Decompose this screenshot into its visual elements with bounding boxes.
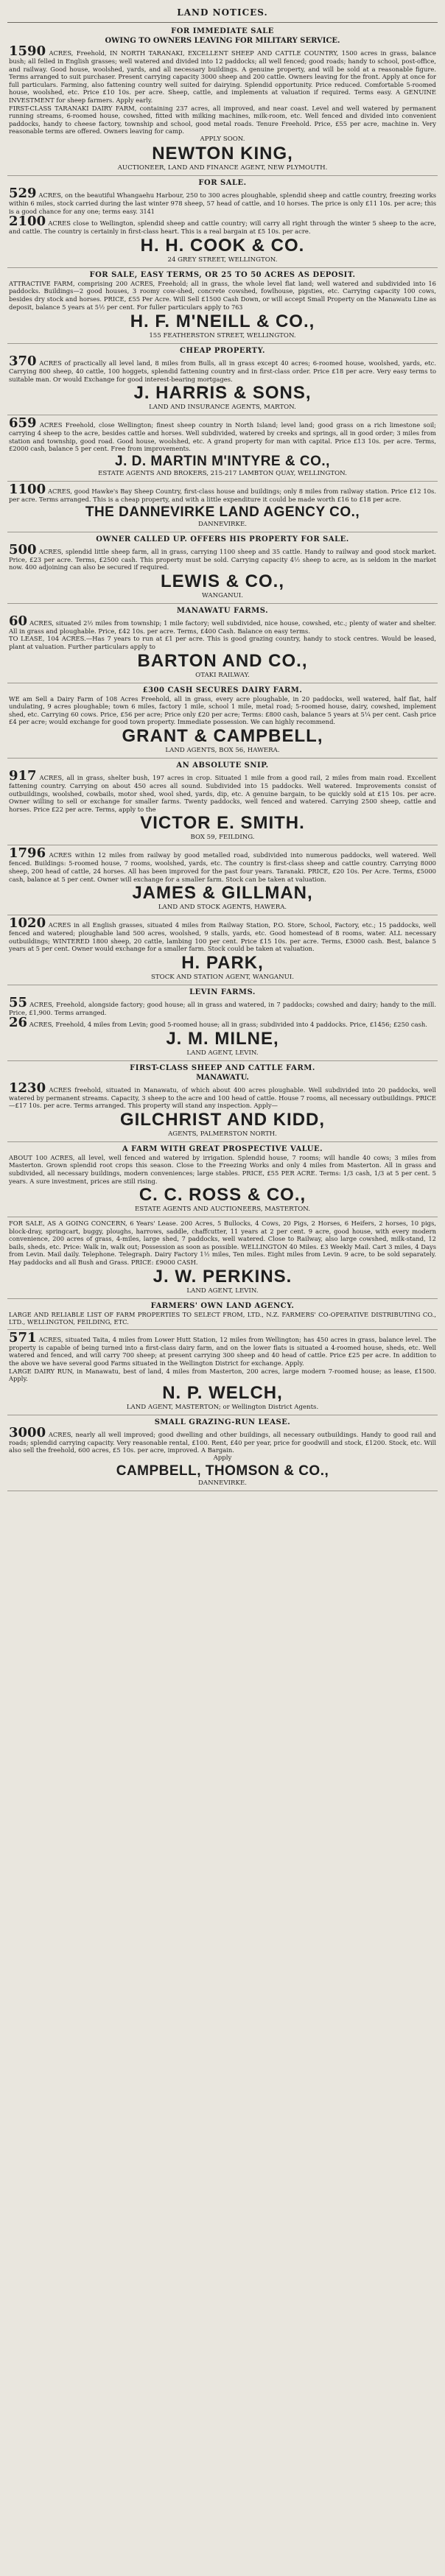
land-notice: [7, 176, 438, 268]
notice-text: ACRES freehold, situated in Manawatu, of which about 400 acres ploughable. Well subdivided into 20 paddocks, well watered by permanent streams. Capacity, 3 sheep to the acre and 100 head of cattle. House 7 rooms, all necessary outbuildings. PRICE—£17 10s. per acre. Terms arranged. This property will stand any inspection. Apply—: [9, 1085, 436, 1110]
land-notice: [7, 415, 438, 482]
notice-body-2: [9, 105, 436, 136]
land-notice: [7, 985, 438, 1061]
notice-caption: A FARM WITH GREAT PROSPECTIVE VALUE.: [122, 1144, 323, 1153]
agent-name: BARTON AND CO.,: [137, 650, 308, 671]
agent-address: ESTATE AGENTS AND BROKERS, 215-217 LAMBTON QUAY, WELLINGTON.: [98, 470, 347, 478]
land-notice: [7, 532, 438, 604]
agent-name: GILCHRIST AND KIDD,: [119, 1109, 326, 1130]
agent-address: DANNEVIRKE.: [198, 1479, 247, 1487]
land-notice: [7, 1142, 438, 1217]
agent-name: CAMPBELL, THOMSON & CO.,: [116, 1463, 329, 1479]
notice-text: ACRES, good Hawke's Bay Sheep Country, first-class house and buildings; only 8 miles from railway station. Price £12 10s. per acre. Terms arranged. This is a cheap property, and with a little expenditure it could be made worth £16 to £18 per acre.: [9, 488, 436, 504]
notice-body: [9, 280, 436, 312]
acreage-lead: 60: [9, 613, 28, 629]
notice-body: [9, 1311, 436, 1326]
notice-text: ACRES, nearly all well improved; good dwelling and other buildings, all necessary outbuildings. Handy to good rail and roads; splendid carrying capacity. Very reasonable rental, £100. Rent, £40 per year, price for goodwill and stock, £1200. Stock, etc. Will also sell the freehold, 600 acres, £5 10s. per acre, improved. A Bargain.: [9, 1430, 436, 1454]
notice-body-2: [9, 216, 436, 236]
notice-text: ACRES, splendid little sheep farm, all in grass, carrying 1100 sheep and 35 cattle. Handy to railway and good stock market. Price, £23 per acre. Terms, £2500 cash. This property must be sold. Carrying capacity 4½ sheep to acre, as is seldom in the market now. 400 adjoining can also be secured if required.: [9, 547, 436, 571]
notice-body: [9, 770, 436, 813]
acreage-lead: 1020: [9, 915, 46, 932]
agent-name: J. W. PERKINS.: [153, 1266, 292, 1287]
agent-name: NEWTON KING,: [152, 143, 293, 163]
land-notice: [7, 24, 438, 176]
land-notice: [7, 604, 438, 683]
land-notice: [7, 1061, 438, 1142]
notice-caption: OWNER CALLED UP. OFFERS HIS PROPERTY FOR SALE.: [96, 535, 349, 543]
notice-subcaption: OWING TO OWNERS LEAVING FOR MILITARY SERVICE.: [105, 37, 340, 45]
page-header: LAND NOTICES.: [177, 7, 268, 18]
agent-name: J. M. MILNE,: [166, 1028, 279, 1049]
notice-text: ACRES, on the beautiful Whangaehu Harbour, 250 to 300 acres ploughable, splendid sheep and cattle country, freezing works within 6 miles, stock carried during the last winter 978 sheep, 57 head of cattle, and 10 horses. The price is only £11 10s. per acre; this is a good chance for any one; terms easy.: [9, 191, 436, 215]
notice-text: ABOUT 100 ACRES, all level, well fenced and watered by irrigation. Splendid house, 7 rooms; will handle 40 cows; 3 miles from Masterton. Grown splendid root crops this season. Close to the Freezing Works and only 4 miles from Masterton. All in grass and subdivided, all necessary buildings, modern conveniences; large stables. PRICE, £55 PER ACRE. Terms: 1/3 cash, 1/3 at 5 per cent. 5 years. A sure investment, prices are still rising.: [9, 1153, 436, 1185]
land-notice: [7, 1299, 438, 1330]
agent-name: J. HARRIS & SONS,: [133, 383, 312, 404]
notice-text: ACRES of practically all level land, 8 miles from Bulls, all in grass except 40 acres; 6-roomed house, woolshed, yards, etc. Carrying 800 sheep, 40 cattle, 100 hoggets, splendid fattening country and in first-class order. Price £18 per acre. Very easy terms to suitable man. Or would Exchange for good interest-bearing mortgages.: [9, 359, 436, 383]
agent-name: LEWIS & CO.,: [161, 571, 284, 591]
notice-body: [9, 1154, 436, 1185]
notice-caption: AN ABSOLUTE SNIP.: [176, 761, 269, 770]
agent-name: H. H. COOK & CO.: [140, 235, 305, 256]
header-rule: [7, 22, 438, 23]
land-notice: [7, 268, 438, 344]
notice-text: ACRES within 12 miles from railway by good metalled road, subdivided into numerous paddocks, well watered. Well fenced. Buildings: 5-roomed house, 7 rooms, woolshed, yards, etc. The country is first-class sheep and cattle country. Carrying 8000 sheep, 200 head of cattle, 24 horses. All has been improved for the past four years. Taranaki. PRICE, £20 10s. Per Acre. Terms, £5000 cash, balance at 5 per cent. Owner will exchange for a smaller farm. Stock can be taken at valuation.: [9, 851, 437, 883]
acreage-lead: 529: [9, 185, 37, 201]
notice-body: [9, 484, 436, 504]
notice-body: [9, 43, 436, 105]
agent-name: VICTOR E. SMITH.: [140, 813, 305, 834]
notice-text: ACRES, situated Taita, 4 miles from Lower Hutt Station, 12 miles from Wellington; has 450 acres in grass, balance level. The property is capable of being turned into a first-class dairy farm, and on the lower flats is situated a 4-roomed house, sheds, etc. Well watered and fenced, and will carry 700 sheep; at present carrying 300 sheep and 40 head of cattle. Price £25 per acre. In addition to the above we have several good Farms situated in the Wellington District for exchange. Apply.: [9, 1335, 436, 1368]
notice-ref: 3141: [139, 208, 155, 215]
notice-caption: LEVIN FARMS.: [189, 988, 256, 996]
agent-address: LAND AGENT, MASTERTON; or Wellington District Agents.: [126, 1403, 319, 1411]
notice-caption: FIRST-CLASS SHEEP AND CATTLE FARM.: [130, 1063, 315, 1072]
notice-body: [9, 1220, 436, 1267]
notice-text: ACRES Freehold, close Wellington; finest sheep country in North Island; level land; good grass on a rich limestone soil; carrying 4 sheep to the acre, besides cattle and horses. Well subdivided, watered by creeks and springs, all in good order; 3 miles from station and township, good road. Good house, woolshed, etc. A grand property for man with capital. Price £13 10s. per acre. Terms, £2000 cash, balance 5 per cent. Free from improvements.: [9, 421, 436, 453]
notice-body: [9, 541, 436, 571]
agent-address: 155 FEATHERSTON STREET, WELLINGTON.: [149, 332, 296, 340]
land-notice: [7, 845, 438, 915]
acreage-lead: 1796: [9, 845, 46, 862]
land-notice: [7, 1330, 438, 1415]
notice-caption: FOR SALE.: [198, 178, 247, 187]
land-notice: [7, 759, 438, 845]
agent-address: LAND AND INSURANCE AGENTS, MARTON.: [149, 404, 296, 412]
notice-body: [9, 695, 436, 726]
land-notice: [7, 915, 438, 985]
acreage-lead: 659: [9, 415, 37, 432]
notice-text-2: ACRES, Freehold, 4 miles from Levin; good 5-roomed house; all in grass; subdivided into 4 paddocks. Price, £1456; £250 cash.: [29, 1020, 427, 1028]
notice-text: ATTRACTIVE FARM, comprising 200 ACRES, Freehold; all in grass, the whole level flat land; well watered and subdivided into 16 paddocks. Buildings—2 good houses, 3 roomy cow-shed, concrete cowshed, fowlhouse, pigsties, etc. Carrying capacity 100 cows, besides dry stock and horses. PRICE, £55 Per Acre. Will Sell £1500 Cash Down, or will accept Small Property on the Manawatu Line as deposit, balance 5 years at 5½ per cent. For fuller particulars apply to: [9, 279, 436, 311]
acreage-lead-2: 26: [9, 1014, 28, 1030]
notice-body: [9, 415, 436, 453]
agent-address: LAND AGENT, LEVIN.: [186, 1049, 259, 1057]
notice-caption: £300 CASH SECURES DAIRY FARM.: [142, 686, 303, 694]
notice-text-2: ACRES close to Wellington, splendid sheep and cattle country; will carry all right through the winter 5 sheep to the acre, and cattle. The country is certainly in first-class heart. This is a real bargain at £5 10s. per acre.: [9, 219, 436, 236]
notice-text-2: TO LEASE, 104 ACRES.—Has 7 years to run at £1 per acre. This is good grazing country, handy to stock centres. Would be leased, plant at valuation. Further particulars apply to: [9, 635, 436, 651]
notice-body-2: [9, 1368, 436, 1383]
agent-name: C. C. ROSS & CO.,: [139, 1185, 306, 1206]
agent-address: LAND AND STOCK AGENTS, HAWERA.: [158, 904, 287, 912]
notice-body-2: [9, 635, 436, 650]
notice-caption: CHEAP PROPERTY.: [180, 347, 265, 356]
notice-body: [9, 915, 436, 953]
agent-name: J. D. MARTIN M'INTYRE & CO.,: [115, 454, 330, 470]
notice-text: LARGE AND RELIABLE LIST OF FARM PROPERTIES TO SELECT FROM, LTD., N.Z. FARMERS' CO-OPERATIVE DISTRIBUTING CO., LTD., WELLINGTON, FEILDING, ETC.: [9, 1310, 436, 1326]
acreage-lead: 3000: [9, 1424, 46, 1440]
notice-body: [9, 994, 436, 1017]
apply-line: APPLY SOON.: [200, 135, 245, 143]
ads-column: [7, 24, 438, 1491]
notice-body: [9, 1329, 436, 1368]
land-notice: [7, 1415, 438, 1491]
acreage-lead: 1590: [9, 43, 46, 59]
agent-address: STOCK AND STATION AGENT, WANGANUI.: [151, 973, 294, 981]
agent-name: H. F. M'NEILL & CO.,: [130, 312, 315, 332]
land-notice: [7, 1217, 438, 1299]
notice-body: [9, 185, 436, 216]
notice-body: [9, 1424, 436, 1454]
acreage-lead: 1100: [9, 482, 46, 498]
notice-ref: 763: [231, 303, 243, 311]
acreage-lead: 370: [9, 353, 37, 370]
notice-body-2: [9, 1014, 436, 1030]
notice-caption: SMALL GRAZING-RUN LEASE.: [154, 1418, 291, 1426]
agent-name: GRANT & CAMPBELL,: [122, 726, 323, 746]
notice-text: ACRES in all English grasses, situated 4 miles from Railway Station, P.O. Store, School, Factory, etc.; 15 paddocks, well fenced and watered; ploughable land 500 acres, woolshed, 9 stalls, yards, etc. Good homestead of 8 rooms, water. ALL necessary outbuildings; WINTERED 1800 sheep, 20 cattle, lambing 100 per cent. Price £15 10s. per acre. Terms, £3000 cash. Best, balance 5 years at 5 per cent. Owner would exchange for a smaller farm. Stock could be taken at valuation.: [9, 921, 436, 953]
agent-name: H. PARK,: [181, 952, 264, 973]
notice-body: [9, 353, 436, 383]
notice-caption: MANAWATU FARMS.: [176, 606, 269, 615]
notice-body: [9, 1080, 436, 1110]
acreage-lead: 571: [9, 1329, 37, 1345]
land-notice: [7, 482, 438, 532]
agent-address: ESTATE AGENTS AND AUCTIONEERS, MASTERTON.: [135, 1206, 310, 1214]
acreage-lead: 917: [9, 768, 37, 784]
notice-text-2: LARGE DAIRY RUN, in Manawatu, best of land, 4 miles from Masterton, 200 acres, large modern 7-roomed house; as lease, £1500. Apply.: [9, 1367, 436, 1383]
agent-address: OTAKI RAILWAY.: [195, 671, 250, 679]
agent-name: N. P. WELCH,: [162, 1382, 283, 1403]
agent-name: THE DANNEVIRKE LAND AGENCY CO.,: [85, 504, 360, 520]
land-notice: [7, 683, 438, 759]
notice-body: [9, 613, 436, 636]
agent-address: WANGANUI.: [201, 591, 244, 599]
notice-text: ACRES, situated 2½ miles from township; 1 mile factory; well subdivided, nice house, cowshed, etc.; plenty of water and shelter. All in grass and ploughable. Price, £42 10s. per acre. Terms, £400 Cash. Balance on easy terms.: [9, 619, 436, 635]
notice-caption: FOR SALE, EASY TERMS, OR 25 TO 50 ACRES AS DEPOSIT.: [89, 270, 356, 279]
agent-address: BOX 59, FEILDING.: [190, 834, 255, 842]
acreage-lead: 55: [9, 994, 28, 1010]
agent-name: JAMES & GILLMAN,: [132, 883, 313, 904]
agent-address: DANNEVIRKE.: [198, 520, 247, 528]
notice-subcaption: MANAWATU.: [196, 1073, 249, 1082]
notice-caption: FARMERS' OWN LAND AGENCY.: [150, 1301, 295, 1310]
notice-text-2: FIRST-CLASS TARANAKI DAIRY FARM, containing 237 acres, all improved, and near coast. Level and well watered by permanent running streams, 6-roomed house, cowshed, fitted with milking machines, milk-room, etc. Well fenced and divided into convenient paddocks, handy to cheese factory, township and school, good metal roads. Tenure Freehold. Price, £55 per acre, machine in. Very reasonable terms are offered. Owners leaving for camp.: [9, 104, 436, 136]
notice-text: FOR SALE, AS A GOING CONCERN, 6 Years' Lease. 200 Acres, 5 Bullocks, 4 Cows, 20 Pigs, 2 Horses, 6 Heifers, 2 horses, 10 pigs, block-dray, springcart, buggy, ploughs, harrows, saddle, chaffcutter, 11 years at 2 per cent. 9 acre, good house, with every modern convenience, 200 acres of grass, 4-miles, large shed, 7 paddocks, well watered. Close to Railway, also large cowshed, milk-stand, 12 bails, sheds, etc. Price: Walk in, walk out; Possession as soon as possible. WELLINGTON 40 Miles. £3 Weekly Mail. Cart 3 miles, 4 Days from Levin. Mail daily. Telephone. Telegraph. Dairy Factory 1½ miles, Ten miles. Eight miles from Levin. 9 acre, to be sold separately. Hay paddocks and all Bush and Grass. PRICE: £9000 CASH.: [9, 1220, 436, 1267]
notice-caption: FOR IMMEDIATE SALE: [171, 27, 274, 35]
agent-address: LAND AGENT, LEVIN.: [186, 1287, 259, 1295]
agent-address: 24 GREY STREET, WELLINGTON.: [167, 256, 278, 264]
agent-address: AUCTIONEER, LAND AND FINANCE AGENT, NEW PLYMOUTH.: [117, 163, 328, 172]
acreage-lead-2: 2100: [9, 214, 46, 230]
acreage-lead: 500: [9, 541, 37, 557]
agent-address: AGENTS, PALMERSTON NORTH.: [168, 1130, 277, 1138]
notice-text: ACRES, all in grass, shelter bush, 197 acres in crop. Situated 1 mile from a good rail, 2 miles from main road. Excellent fattening country. Carrying on about 450 acres all sound. Subdivided into 15 paddocks. Well watered. Improvements consist of outbuildings, woolshed, cowbails, motor shed, wool shed, yards, dip, etc. A genuine bargain, to be quickly sold at £15 10s. per acre. Owner willing to sell or exchange for smaller farms. Twenty paddocks, well fenced and watered. Carrying 2500 sheep, cattle and horses. Price £22 per acre. Terms, apply to the: [9, 774, 436, 813]
acreage-lead: 1230: [9, 1080, 46, 1096]
notice-text: WE am Sell a Dairy Farm of 108 Acres Freehold, all in grass, every acre ploughable, in 20 paddocks, well watered, half flat, half undulating, 9 acres ploughable; town 6 miles, factory 1 mile, school 1 mile, metal road; 5-roomed house, dairy, cowshed, implement shed, etc. Carrying 60 cows. Price, £56 per acre; Price only £20 per acre; Terms: £800 cash, balance 5 years at 5¼ per cent. Cash price £4 per acre; would exchange for good town property. Immediate possession. We can highly recommend.: [9, 694, 436, 726]
notice-text: ACRES, Freehold, IN NORTH TARANAKI, EXCELLENT SHEEP AND CATTLE COUNTRY, 1500 acres in grass, balance bush; all felled in English grasses; well watered and divided into 12 paddocks; all well fenced; good roads; handy to school, post-office, and railway. Good house, woolshed, yards, and all necessary buildings. A genuine property, and will be sold at a reasonable figure. Terms arranged to suit purchaser. Present carrying capacity 3000 sheep and 200 cattle. Owners leaving for the front. Apply at once for full particulars. Farming, also fattening country well suited for dairying. Splendid opportunity. Price reduced. Comfortable 5-roomed house, woolshed, etc. Price £10 10s. per acre. Sheep, cattle, and implements at valuation if required. Terms easy. A GENUINE INVESTMENT for sheep farmers. Apply early.: [9, 49, 436, 104]
notice-body: [9, 845, 437, 883]
land-notice: [7, 344, 438, 415]
apply-line: Apply: [213, 1454, 232, 1462]
notice-text: ACRES, Freehold, alongside factory; good house; all in grass and watered, in 7 paddocks; cowshed and dairy; handy to the mill. Price, £1,900. Terms arranged.: [9, 1000, 436, 1016]
agent-address: LAND AGENTS, BOX 56, HAWERA.: [165, 747, 280, 754]
